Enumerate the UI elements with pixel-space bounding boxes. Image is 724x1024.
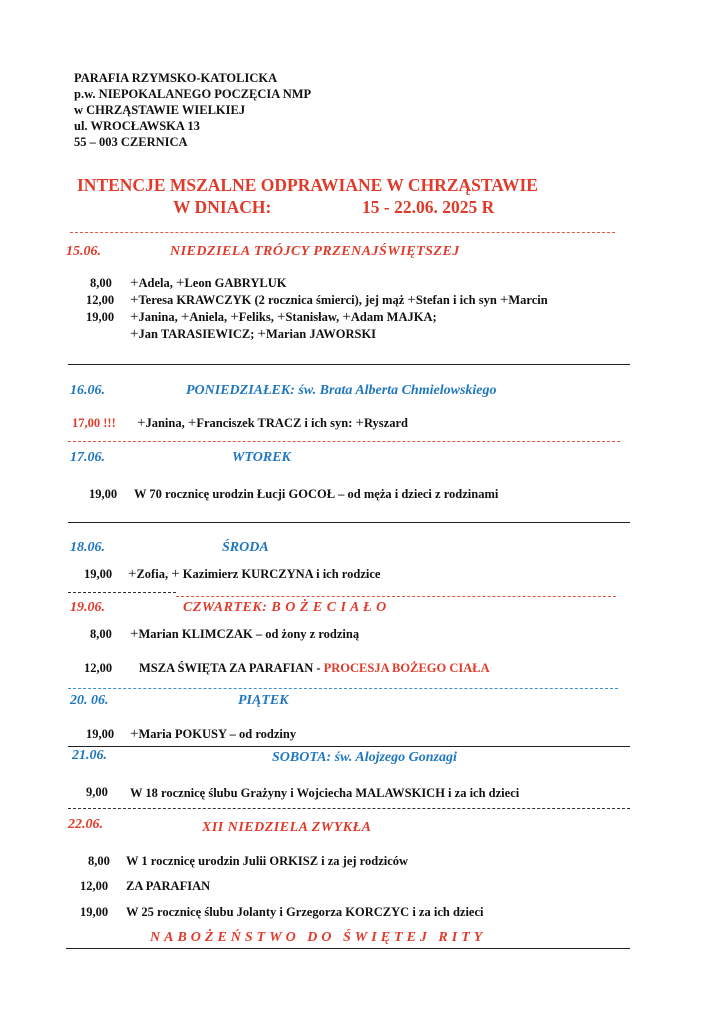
cross-icon: + (128, 566, 137, 582)
mass-time: 12,00 (86, 293, 115, 307)
day-title: SOBOTA: św. Alojzego Gonzagi (272, 750, 457, 765)
mass-time: 19,00 (84, 567, 113, 581)
mass-time: 19,00 (86, 310, 115, 324)
mass-intention: W 25 rocznicę ślubu Jolanty i Grzegorza KORCZYC i za ich dzieci (126, 905, 484, 919)
cross-icon: + (187, 415, 197, 431)
mass-time: 12,00 (80, 879, 109, 893)
mass-intention: +Maria POKUSY – od rodziny (130, 726, 297, 742)
cross-icon: + (355, 415, 364, 431)
mass-intention: W 18 rocznicę ślubu Grażyny i Wojciecha MALAWSKICH i za ich dzieci (130, 786, 520, 800)
title-dates-label: W DNIACH: (173, 197, 272, 217)
divider (68, 364, 630, 365)
divider (68, 522, 630, 523)
cross-icon: + (130, 626, 139, 642)
day-title: CZWARTEK: B O Ż E C I A Ł O (183, 600, 387, 615)
divider (68, 746, 630, 747)
procession-note: PROCESJA BOŻEGO CIAŁA (323, 661, 490, 675)
mass-intention: +Janina, +Franciszek TRACZ i ich syn: +Ryszard (137, 415, 408, 431)
cross-icon: + (180, 309, 190, 325)
mass-intention: +Adela, +Leon GABRYLUK (130, 275, 287, 291)
mass-time: 19,00 (89, 487, 118, 501)
cross-icon: + (175, 275, 185, 291)
devotion-note: NABOŻEŃSTWO DO ŚWIĘTEJ RITY (150, 930, 487, 945)
divider (68, 808, 630, 809)
parish-street: ul. WROCŁAWSKA 13 (74, 119, 200, 133)
title-dates: 15 - 22.06. 2025 R (362, 197, 495, 217)
mass-intention: +Janina, +Aniela, +Feliks, +Stanisław, +Adam MAJKA; (130, 309, 437, 325)
parish-dedication: p.w. NIEPOKALANEGO POCZĘCIA NMP (74, 87, 312, 101)
mass-intention: W 70 rocznicę urodzin Łucji GOCOŁ – od męża i dzieci z rodzinami (134, 487, 499, 501)
mass-intention: +Marian KLIMCZAK – od żony z rodziną (130, 626, 360, 642)
day-title: PIĄTEK (238, 693, 289, 708)
cross-icon: + (130, 726, 139, 742)
date-label: 17.06. (70, 450, 105, 465)
date-label: 22.06. (68, 817, 103, 832)
cross-icon: + (130, 326, 139, 342)
mass-time: 8,00 (90, 276, 112, 290)
day-title: NIEDZIELA TRÓJCY PRZENAJŚWIĘTSZEJ (170, 244, 460, 259)
cross-icon: + (130, 309, 139, 325)
date-label: 18.06. (70, 540, 105, 555)
divider (68, 688, 618, 689)
mass-intention: MSZA ŚWIĘTA ZA PARAFIAN - PROCESJA BOŻEGO CIAŁA (139, 661, 490, 675)
divider (68, 592, 176, 593)
cross-icon: + (230, 309, 239, 325)
divider (70, 232, 615, 233)
mass-time: 8,00 (88, 854, 110, 868)
parish-location: w CHRZĄSTAWIE WIELKIEJ (74, 103, 246, 117)
cross-icon: + (130, 292, 139, 308)
mass-intention: W 1 rocznicę urodzin Julii ORKISZ i za jej rodziców (126, 854, 409, 868)
parish-postcode: 55 – 003 CZERNICA (74, 135, 188, 149)
mass-intention: +Zofia, + Kazimierz KURCZYNA i ich rodzice (128, 566, 381, 582)
parish-name: PARAFIA RZYMSKO-KATOLICKA (74, 71, 278, 85)
cross-icon: + (407, 292, 416, 308)
cross-icon: + (137, 415, 146, 431)
divider (176, 596, 616, 597)
cross-icon: + (499, 292, 509, 308)
day-title: PONIEDZIAŁEK: św. Brata Alberta Chmielowskiego (186, 383, 497, 398)
cross-icon: + (171, 566, 180, 582)
mass-time: 19,00 (80, 905, 109, 919)
day-title: XII NIEDZIELA ZWYKŁA (202, 820, 372, 835)
date-label: 19.06. (70, 600, 105, 615)
divider (68, 441, 620, 442)
date-label: 21.06. (72, 748, 107, 763)
mass-intention-cont: +Jan TARASIEWICZ; +Marian JAWORSKI (130, 326, 377, 342)
cross-icon: + (130, 275, 139, 291)
day-title: WTOREK (232, 450, 291, 465)
divider (66, 948, 630, 949)
cross-icon: + (276, 309, 286, 325)
date-label: 15.06. (66, 244, 101, 259)
cross-icon: + (257, 326, 266, 342)
mass-time: 17,00 !!! (72, 416, 116, 430)
mass-time: 8,00 (90, 627, 112, 641)
mass-time: 9,00 (86, 785, 108, 799)
mass-time: 12,00 (84, 661, 113, 675)
day-title: ŚRODA (222, 540, 269, 555)
mass-intention: +Teresa KRAWCZYK (2 rocznica śmierci), jej mąż +Stefan i ich syn +Marcin (130, 292, 548, 308)
date-label: 20. 06. (70, 693, 109, 708)
mass-time: 19,00 (86, 727, 115, 741)
date-label: 16.06. (70, 383, 105, 398)
cross-icon: + (342, 309, 351, 325)
mass-intention: ZA PARAFIAN (126, 879, 211, 893)
page-title: INTENCJE MSZALNE ODPRAWIANE W CHRZĄSTAWIE (77, 175, 538, 195)
